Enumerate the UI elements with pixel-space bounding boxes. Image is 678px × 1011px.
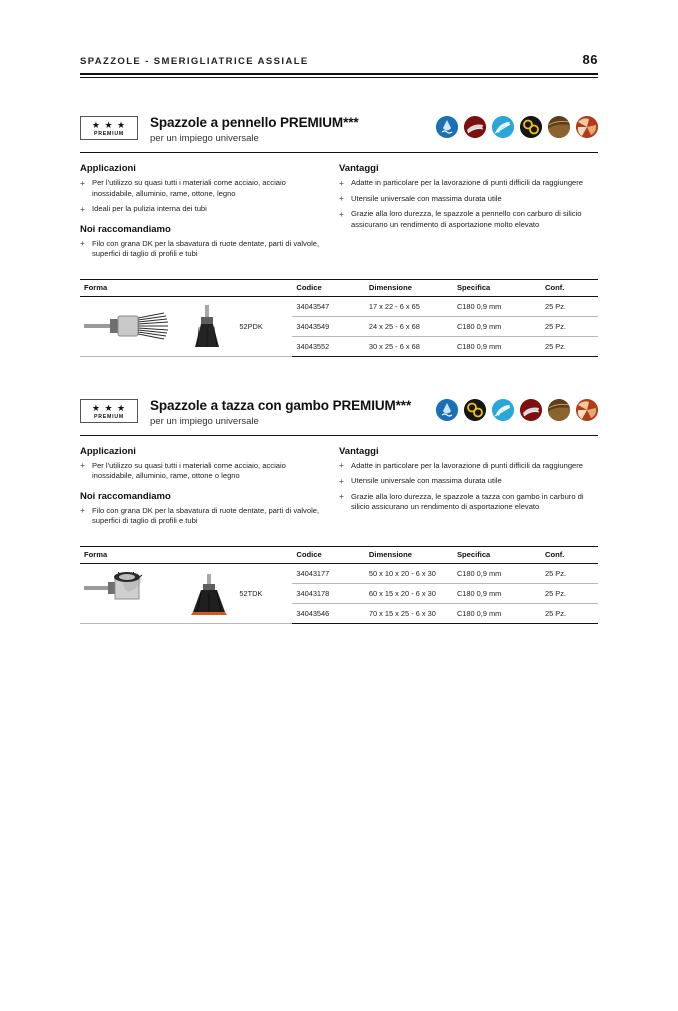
col-specifica: Specifica — [453, 279, 541, 296]
cell-specifica: C180 0,9 mm — [453, 583, 541, 603]
advantages-list — [339, 461, 598, 513]
cell-dimensione: 50 x 10 x 20 - 6 x 30 — [365, 563, 453, 583]
col-dimensione: Dimensione — [365, 546, 453, 563]
gears-yellow-icon — [464, 399, 486, 421]
cell-dimensione: 60 x 15 x 20 - 6 x 30 — [365, 583, 453, 603]
col-forma: Forma — [80, 546, 235, 563]
water-drop-icon — [436, 116, 458, 138]
section-subtitle: per un impiego universale — [150, 415, 259, 427]
list-item: + Filo con grana DK per la sbavatura di ruote dentate, parti di valvole, superfici di taglio di profili e tubi — [80, 506, 321, 527]
cell-dimensione: 17 x 22 - 6 x 65 — [365, 296, 453, 316]
section-header — [80, 114, 598, 144]
page-number: 86 — [582, 52, 598, 67]
flame-red-icon — [520, 399, 542, 421]
header-rule-thin — [80, 77, 598, 78]
cell-dimensione: 24 x 25 - 6 x 68 — [365, 316, 453, 336]
premium-label: PREMIUM — [93, 413, 125, 420]
cell-codice: 34043552 — [292, 336, 365, 356]
flame-red-icon — [464, 116, 486, 138]
recommend-heading: Noi raccomandiamo — [80, 490, 171, 502]
section-rule — [80, 152, 598, 153]
list-item: + Grazie alla loro durezza, le spazzole a tazza con gambo in carburo di silicio assicurano un rendimento di asportazione elevato — [339, 492, 598, 513]
table-row — [80, 296, 598, 316]
premium-stars: ★ ★ ★ — [91, 402, 127, 413]
product-image-cell — [80, 296, 235, 356]
applications-list — [80, 178, 321, 215]
col-ref — [235, 279, 292, 296]
col-codice: Codice — [292, 279, 365, 296]
water-drop-icon — [436, 399, 458, 421]
recommend-list — [80, 239, 321, 260]
product-section-1 — [80, 114, 598, 357]
col-codice: Codice — [292, 546, 365, 563]
list-item: + Ideali per la pulizia interna dei tubi — [80, 204, 321, 215]
list-item: + Filo con grana DK per la sbavatura di ruote dentate, parti di valvole, superfici di taglio di profili e tubi — [80, 239, 321, 260]
cell-codice: 34043547 — [292, 296, 365, 316]
applications-heading: Applicazioni — [80, 445, 136, 457]
cup-cone-drawing — [179, 574, 241, 616]
table-row — [80, 563, 598, 583]
cell-specifica: C180 0,9 mm — [453, 563, 541, 583]
cone-brush-drawing — [179, 305, 239, 349]
cell-dimensione: 70 x 15 x 25 - 6 x 30 — [365, 603, 453, 623]
tool-disc-icon — [492, 116, 514, 138]
applications-heading: Applicazioni — [80, 163, 136, 174]
advantages-column — [339, 163, 598, 265]
cell-dimensione: 30 x 25 - 6 x 68 — [365, 336, 453, 356]
list-item: + Per l'utilizzo su quasi tutti i materiali come acciaio, acciaio inossidabile, alluminio, rame, ottone, legno — [80, 178, 321, 199]
fan-orange-icon — [576, 116, 598, 138]
product-table-1 — [80, 279, 598, 357]
cell-specifica: C180 0,9 mm — [453, 603, 541, 623]
advantages-heading: Vantaggi — [339, 445, 379, 457]
ref-code: 52PDK — [235, 296, 292, 356]
recommend-list — [80, 506, 321, 527]
list-item: + Per l'utilizzo su quasi tutti i materiali come acciaio, acciaio inossidabile, alluminio, rame, ottone o legno — [80, 461, 321, 482]
advantages-column — [339, 446, 598, 532]
product-image-cell — [80, 563, 235, 623]
list-item: + Utensile universale con massima durata utile — [339, 194, 598, 205]
application-icons — [436, 399, 598, 421]
cell-codice: 34043549 — [292, 316, 365, 336]
section-text-columns — [80, 446, 598, 532]
section-header — [80, 397, 598, 427]
premium-label: PREMIUM — [93, 131, 125, 137]
pen-brush-drawing — [84, 307, 172, 347]
product-drawings — [84, 572, 231, 616]
col-conf: Conf. — [541, 279, 598, 296]
page-title: SPAZZOLE - SMERIGLIATRICE ASSIALE — [80, 56, 309, 67]
brown-surface-icon — [548, 116, 570, 138]
col-conf: Conf. — [541, 546, 598, 563]
application-icons — [436, 116, 598, 138]
cell-conf: 25 Pz. — [541, 336, 598, 356]
col-specifica: Specifica — [453, 546, 541, 563]
list-item: + Adatte in particolare per la lavorazione di punti difficili da raggiungere — [339, 461, 598, 472]
cell-conf: 25 Pz. — [541, 316, 598, 336]
section-text-columns — [80, 163, 598, 265]
tool-disc-icon — [492, 399, 514, 421]
section-rule — [80, 435, 598, 436]
gears-yellow-icon — [520, 116, 542, 138]
premium-badge — [80, 399, 138, 423]
col-dimensione: Dimensione — [365, 279, 453, 296]
cell-codice: 34043177 — [292, 563, 365, 583]
brown-surface-icon — [548, 399, 570, 421]
advantages-list — [339, 178, 598, 230]
recommend-heading: Noi raccomandiamo — [80, 223, 171, 235]
product-table-2 — [80, 546, 598, 624]
section-title: Spazzole a pennello PREMIUM*** — [150, 115, 359, 130]
premium-badge — [80, 116, 138, 140]
section-subtitle: per un impiego universale — [150, 133, 259, 144]
ref-code: 52TDK — [235, 563, 292, 623]
page-header — [80, 52, 598, 73]
cell-conf: 25 Pz. — [541, 563, 598, 583]
section-title: Spazzole a tazza con gambo PREMIUM*** — [150, 397, 412, 413]
applications-column — [80, 163, 339, 265]
applications-column — [80, 446, 339, 532]
cell-conf: 25 Pz. — [541, 583, 598, 603]
header-rule-thick — [80, 73, 598, 75]
list-item: + Utensile universale con massima durata utile — [339, 476, 598, 487]
product-drawings — [84, 305, 231, 349]
col-ref — [235, 546, 292, 563]
table-header-row — [80, 279, 598, 296]
cell-conf: 25 Pz. — [541, 603, 598, 623]
product-section-2 — [80, 397, 598, 624]
list-item: + Adatte in particolare per la lavorazione di punti difficili da raggiungere — [339, 178, 598, 189]
cell-codice: 34043546 — [292, 603, 365, 623]
cell-specifica: C180 0,9 mm — [453, 336, 541, 356]
cup-brush-drawing — [84, 572, 172, 614]
list-item: + Grazie alla loro durezza, le spazzole a pennello con carburo di silicio assicurano un rendimento di asportazione molto elevato — [339, 209, 598, 230]
premium-stars: ★ ★ ★ — [91, 120, 127, 130]
cell-specifica: C180 0,9 mm — [453, 296, 541, 316]
table-header-row — [80, 546, 598, 563]
applications-list — [80, 461, 321, 482]
fan-orange-icon — [576, 399, 598, 421]
cell-conf: 25 Pz. — [541, 296, 598, 316]
advantages-heading: Vantaggi — [339, 163, 379, 174]
col-forma: Forma — [80, 279, 235, 296]
document-page — [0, 52, 678, 1011]
cell-codice: 34043178 — [292, 583, 365, 603]
cell-specifica: C180 0,9 mm — [453, 316, 541, 336]
